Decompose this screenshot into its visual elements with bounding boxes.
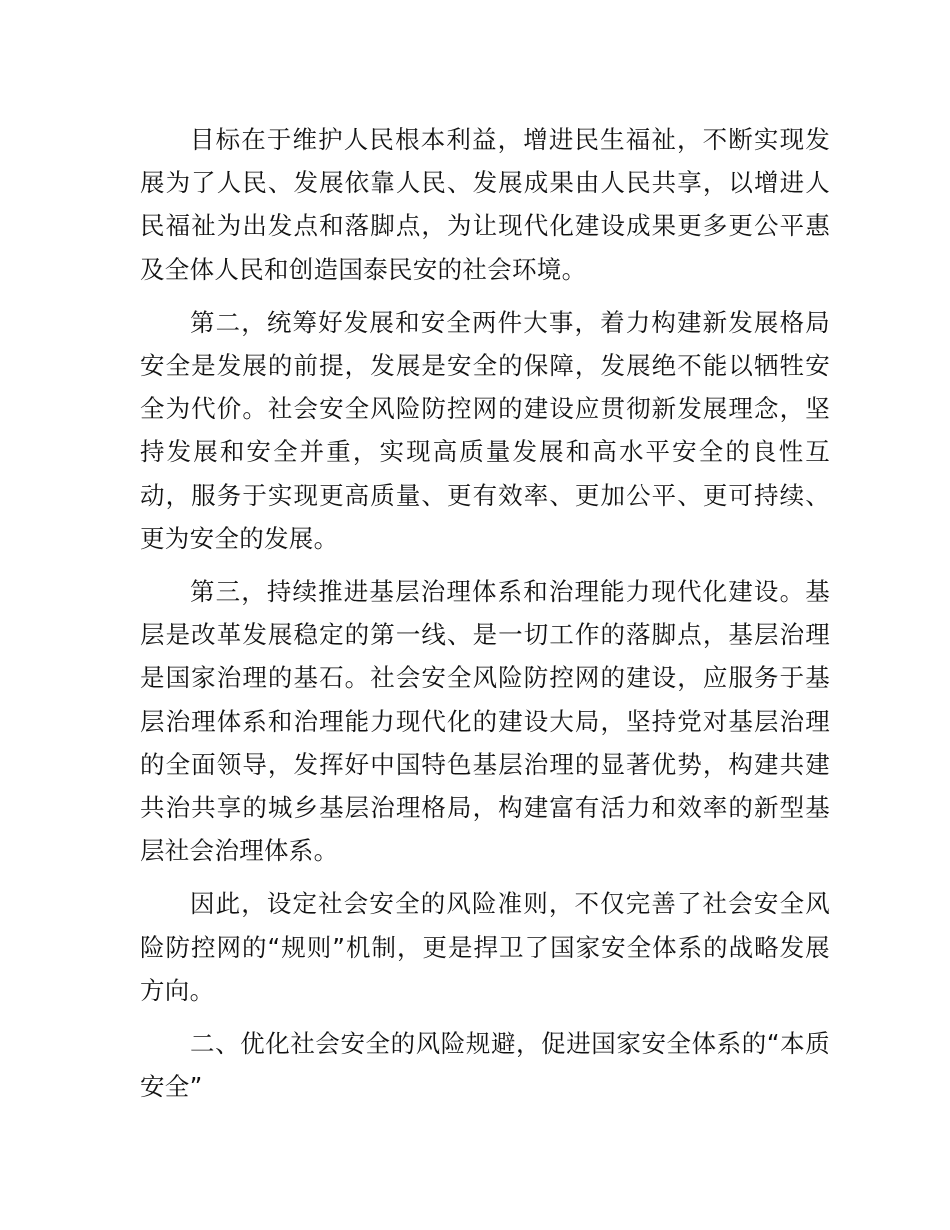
paragraph-1: 目标在于维护人民根本利益，增进民生福祉，不断实现发展为了人民、发展依靠人民、发展成果由人民共享，以增进人民福祉为出发点和落脚点，为让现代化建设成果更多更公平惠及全体人民和创造国泰民安的社会环境。 [140,125,830,284]
paragraph-4: 因此，设定社会安全的风险准则，不仅完善了社会安全风险防控网的“规则”机制，更是捍卫了国家安全体系的战略发展方向。 [140,889,830,1005]
document-body [140,118,830,1118]
paragraph-3: 第三，持续推进基层治理体系和治理能力现代化建设。基层是改革发展稳定的第一线、是一切工作的落脚点，基层治理是国家治理的基石。社会安全风险防控网的建设，应服务于基层治理体系和治理能力现代化的建设大局，坚持党对基层治理的全面领导，发挥好中国特色基层治理的显著优势，构建共建共治共享的城乡基层治理格局，构建富有活力和效率的新型基层社会治理体系。 [140,577,830,866]
paragraph-2: 第二，统筹好发展和安全两件大事，着力构建新发展格局安全是发展的前提，发展是安全的保障，发展绝不能以牺牲安全为代价。社会安全风险防控网的建设应贯彻新发展理念，坚持发展和安全并重，实现高质量发展和高水平安全的良性互动，服务于实现更高质量、更有效率、更加公平、更可持续、更为安全的发展。 [140,307,830,553]
section-heading: 二、优化社会安全的风险规避，促进国家安全体系的“本质安全” [140,1029,830,1102]
